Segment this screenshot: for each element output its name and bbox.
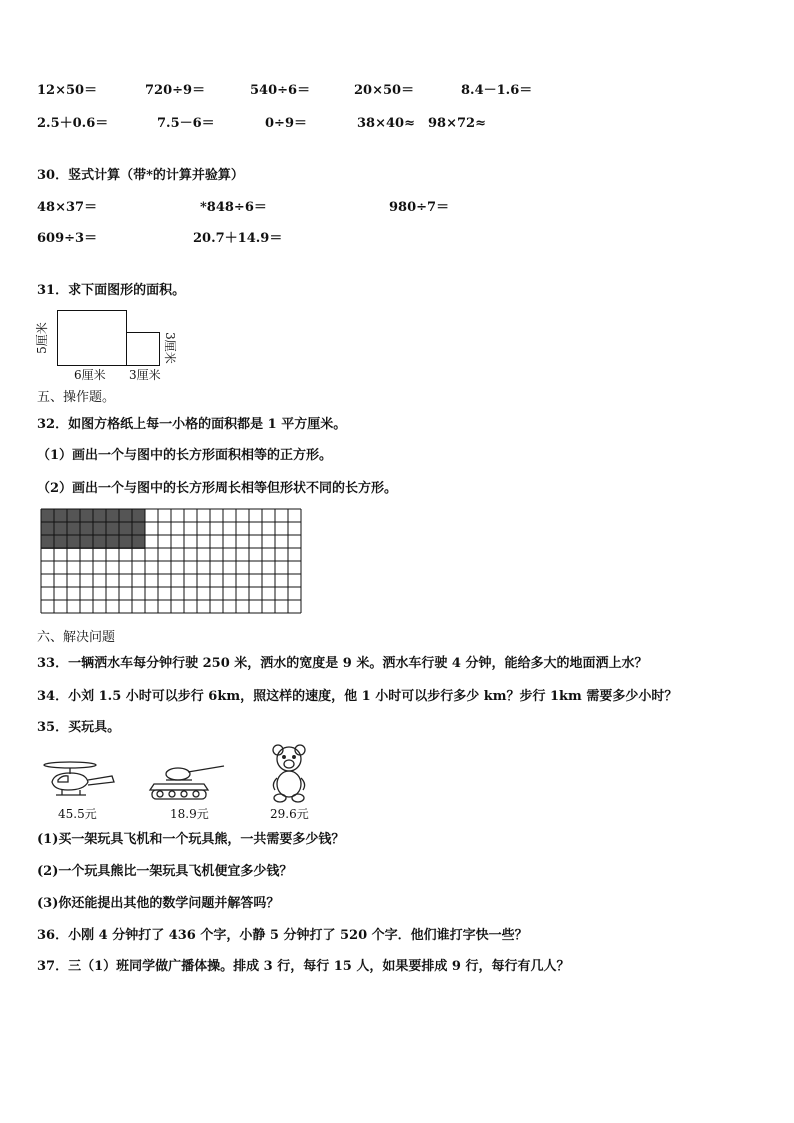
oral-item: 12×50＝ bbox=[37, 83, 98, 98]
label-bottom-1: 6厘米 bbox=[74, 368, 106, 382]
calc-item: 48×37＝ bbox=[37, 200, 98, 215]
calc-item: 980÷7＝ bbox=[389, 200, 450, 215]
section-5-heading: 五、操作题。 bbox=[37, 390, 116, 405]
question-35-sub2: (2)一个玩具熊比一架玩具飞机便宜多少钱？ bbox=[37, 864, 293, 879]
label-right: 3厘米 bbox=[163, 332, 177, 364]
question-35-title: 35．买玩具。 bbox=[37, 720, 121, 735]
price-tank: 18.9元 bbox=[170, 807, 209, 821]
question-36: 36．小刚 4 分钟打了 436 个字，小静 5 分钟打了 520 个字．他们谁打字快一些？ bbox=[37, 928, 528, 943]
oral-item: 98×72≈ bbox=[428, 116, 486, 131]
oral-item: 2.5＋0.6＝ bbox=[37, 116, 109, 131]
tank-icon bbox=[148, 760, 230, 802]
question-32-part2: （2）画出一个与图中的长方形周长相等但形状不同的长方形。 bbox=[37, 481, 398, 496]
question-37: 37．三（1）班同学做广播体操。排成 3 行，每行 15 人，如果要排成 9 行，每行有几人？ bbox=[37, 959, 570, 974]
label-left: 5厘米 bbox=[35, 322, 49, 354]
oral-item: 0÷9＝ bbox=[265, 116, 307, 131]
question-35-sub1: (1)买一架玩具飞机和一个玩具熊，一共需要多少钱？ bbox=[37, 832, 345, 847]
calc-item: 20.7＋14.9＝ bbox=[193, 231, 283, 246]
question-32-title: 32．如图方格纸上每一小格的面积都是 1 平方厘米。 bbox=[37, 417, 347, 432]
oral-item: 20×50＝ bbox=[354, 83, 415, 98]
question-30-title: 30．竖式计算（带*的计算并验算） bbox=[37, 168, 244, 183]
question-31-title: 31．求下面图形的面积。 bbox=[37, 283, 186, 298]
square-grid bbox=[40, 508, 304, 616]
question-33: 33．一辆洒水车每分钟行驶 250 米，洒水的宽度是 9 米。洒水车行驶 4 分钟，能给多大的地面洒上水？ bbox=[37, 656, 648, 671]
question-34: 34．小刘 1.5 小时可以步行 6km，照这样的速度，他 1 小时可以步行多少 km？步行 1km 需要多少小时？ bbox=[37, 689, 678, 704]
oral-item: 7.5－6＝ bbox=[157, 116, 215, 131]
label-bottom-2: 3厘米 bbox=[129, 368, 161, 382]
oral-item: 8.4－1.6＝ bbox=[461, 83, 533, 98]
price-helicopter: 45.5元 bbox=[58, 807, 97, 821]
section-6-heading: 六、解决问题 bbox=[37, 630, 116, 645]
oral-item: 720÷9＝ bbox=[145, 83, 206, 98]
teddy-bear-icon bbox=[268, 742, 310, 804]
small-square bbox=[126, 332, 160, 366]
calc-item: 609÷3＝ bbox=[37, 231, 98, 246]
oral-item: 540÷6＝ bbox=[250, 83, 311, 98]
oral-item: 38×40≈ bbox=[357, 116, 415, 131]
big-rectangle bbox=[57, 310, 127, 366]
question-32-part1: （1）画出一个与图中的长方形面积相等的正方形。 bbox=[37, 448, 333, 463]
helicopter-icon bbox=[38, 760, 118, 802]
price-bear: 29.6元 bbox=[270, 807, 309, 821]
question-35-sub3: (3)你还能提出其他的数学问题并解答吗？ bbox=[37, 896, 280, 911]
calc-item: *848÷6＝ bbox=[200, 200, 267, 215]
